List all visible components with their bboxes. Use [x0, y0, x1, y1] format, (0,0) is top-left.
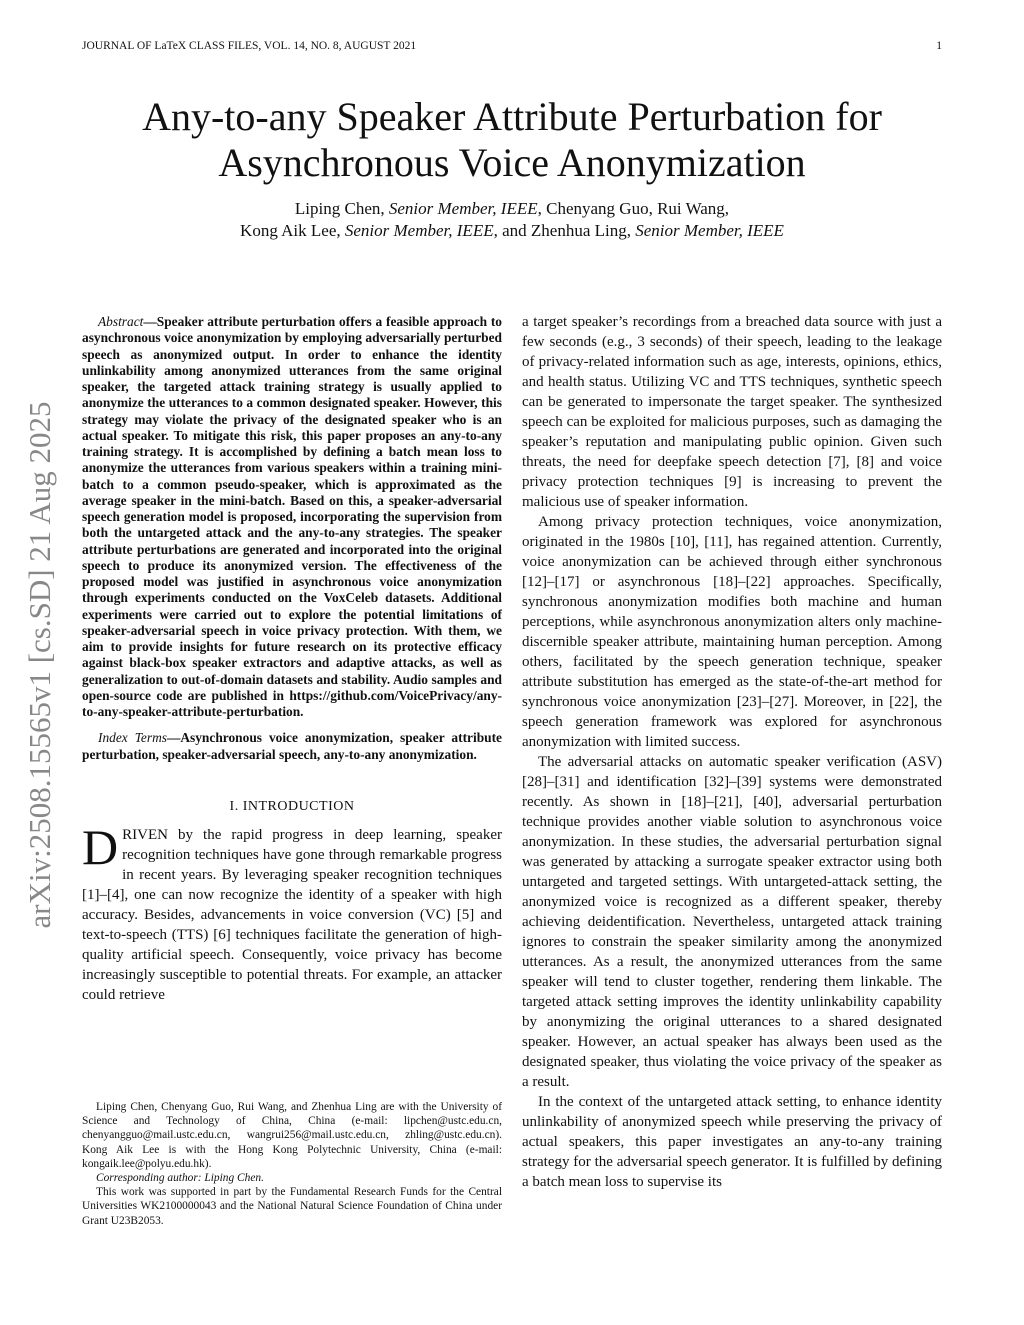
paragraph: Among privacy protection techniques, voice anonymization, originated in the 1980s [10], [11], has regained attention. Currently, voice anonymization can be achieved through either synchronous [12]–[17] or asynchronous [18]–[22] approaches. Specifically, synchronous anonymization modifies both machine and human perceptions, while asynchronous anonymization alters only machine-discernible speaker attribute, maintaining human perception. Among others, facilitated by the speech generation technique, speaker attribute substitution has emerged as the state-of-the-art method for synchronous voice anonymization [23]–[27]. Moreover, in [22], the speech generation framework was explored for asynchronous anonymization with limited success.	[522, 514, 942, 750]
paragraph: In the context of the untargeted attack setting, to enhance identity unlinkability of anonymized speech while preserving the privacy of actual speakers, this paper investigates an any-to-any training strategy for the adversarial speech generator. It is fulfilled by defining a batch mean loss to supervise its	[522, 1094, 942, 1190]
footnote-funding: This work was supported in part by the Fundamental Research Funds for the Central Universities WK2100000043 and the National Natural Science Foundation of China under Grant U23B2053.	[82, 1186, 502, 1227]
author-role: Senior Member, IEEE	[344, 221, 494, 240]
right-column	[522, 312, 942, 1192]
author: , and Zhenhua Ling,	[493, 221, 631, 240]
corresponding-author: Corresponding author: Liping Chen.	[96, 1172, 264, 1185]
footnote-corresponding	[82, 1171, 502, 1185]
journal-header: JOURNAL OF LaTeX CLASS FILES, VOL. 14, NO. 8, AUGUST 2021	[82, 40, 417, 52]
abstract-label: Abstract	[98, 314, 144, 329]
author-role: Senior Member, IEEE	[388, 199, 538, 218]
arxiv-watermark: arXiv:2508.15565v1 [cs.SD] 21 Aug 2025	[22, 401, 57, 929]
section-heading: I. INTRODUCTION	[229, 798, 355, 814]
left-column	[82, 314, 502, 1005]
abstract-text: —Speaker attribute perturbation offers a feasible approach to asynchronous voice anonymization by employing adversarially perturbed speech as anonymized output. In order to enhance the identity unlinkability among anonymized utterances from the same original speaker, the targeted attack training strategy is usually applied to anonymize the utterances to a common designated speaker. However, this strategy may violate the privacy of the designated speaker who is an actual speaker. To mitigate this risk, this paper proposes an any-to-any training strategy. It is accomplished by defining a batch mean loss to anonymize the utterances from various speakers within a training mini-batch to a common pseudo-speaker, which is approximated as the average speaker in the mini-batch. Based on this, a speaker-adversarial speech generation model is proposed, incorporating the supervision from both the untargeted attack and the any-to-any strategies. The speaker attribute perturbations are generated and incorporated into the original speech to produce its anonymized version. The effectiveness of the proposed model was justified in asynchronous voice anonymization through experiments conducted on the VoxCeleb datasets. Additional experiments were carried out to explore the potential limitations of speaker-adversarial speech in voice privacy protection. With them, we aim to provide insights for future research on its protective efficacy against black-box speaker extractors and adaptive attacks, as well as generalization to out-of-domain datasets and stability. Audio samples and open-source code are published in https://github.com/VoicePrivacy/any-to-any-speaker-attribute-perturbation.	[82, 314, 502, 719]
author: , Chenyang Guo, Rui Wang,	[537, 199, 730, 218]
intro-text: RIVEN by the rapid progress in deep learning, speaker recognition techniques have gone through remarkable progress in recent years. By leveraging speaker recognition techniques [1]–[4], one can now recognize the identity of a speaker with high accuracy. Besides, advancements in voice conversion (VC) [5] and text-to-speech (TTS) [6] techniques facilitate the generation of high-quality artificial speech. Consequently, voice privacy has become increasingly susceptible to potential threats. For example, an attacker could retrieve	[82, 826, 502, 1003]
footnotes	[82, 1100, 502, 1228]
author-role: Senior Member, IEEE	[635, 221, 784, 240]
author-list	[60, 198, 964, 242]
paper-title: Any-to-any Speaker Attribute Perturbation for Asynchronous Voice Anonymization	[142, 94, 882, 185]
index-terms	[82, 730, 502, 763]
author: Liping Chen,	[294, 199, 385, 218]
index-terms-label: Index Terms	[98, 730, 167, 746]
page-number: 1	[936, 40, 942, 52]
drop-cap: D	[82, 818, 119, 875]
running-header	[82, 40, 942, 52]
abstract	[82, 314, 502, 720]
footnote-affiliation: Liping Chen, Chenyang Guo, Rui Wang, and Zhenhua Ling are with the University of Science and Technology of China, China (e-mail: lipchen@ustc.edu.cn, chenyangguo@mail.ustc.edu.cn, wangrui256@mail.ustc.edu.cn, zhling@ustc.edu.cn). Kong Aik Lee is with the Hong Kong Polytechnic University, China (e-mail: kongaik.lee@polyu.edu.hk).	[82, 1101, 502, 1170]
paragraph: a target speaker’s recordings from a breached data source with just a few seconds (e.g., 3 seconds) of their speech, leading to the leakage of privacy-related information such as age, interests, opinions, ethics, and health status. Utilizing VC and TTS techniques, synthetic speech can be generated to impersonate the target speaker. The synthesized speech can be exploited for malicious purposes, such as damaging the speaker’s reputation and manipulating public opinion. Given such threats, the need for deepfake speech detection [7], [8] and voice privacy protection techniques [9] is increasing to prevent the malicious use of speaker information.	[522, 314, 942, 510]
index-terms-text: —Asynchronous voice anonymization, speaker attribute perturbation, speaker-adversarial speech, any-to-any anonymization.	[82, 730, 502, 762]
author: Kong Aik Lee,	[240, 221, 341, 240]
intro-paragraph	[82, 818, 502, 1005]
paragraph: The adversarial attacks on automatic speaker verification (ASV) [28]–[31] and identification [32]–[39] systems were demonstrated recently. As shown in [18]–[21], [40], adversarial perturbation technique provides another viable solution to asynchronous voice anonymization. In these studies, the adversarial perturbation signal was generated by attacking a surrogate speaker extractor using both untargeted and targeted settings. With untargeted-attack setting, the anonymized voice is recognized as a different speaker, thereby achieving deidentification. Nevertheless, untargeted attack training ignores to constrain the speaker similarity among the anonymized utterances. As a result, the anonymized utterances from the same speaker will tend to cluster together, rendering them linkable. The targeted attack setting improves the identity unlinkability capability by anonymizing the original utterances to a shared designated speaker. However, an actual speaker has always been used as the designated speaker, thus violating the voice privacy of the speaker as a result.	[522, 754, 942, 1090]
